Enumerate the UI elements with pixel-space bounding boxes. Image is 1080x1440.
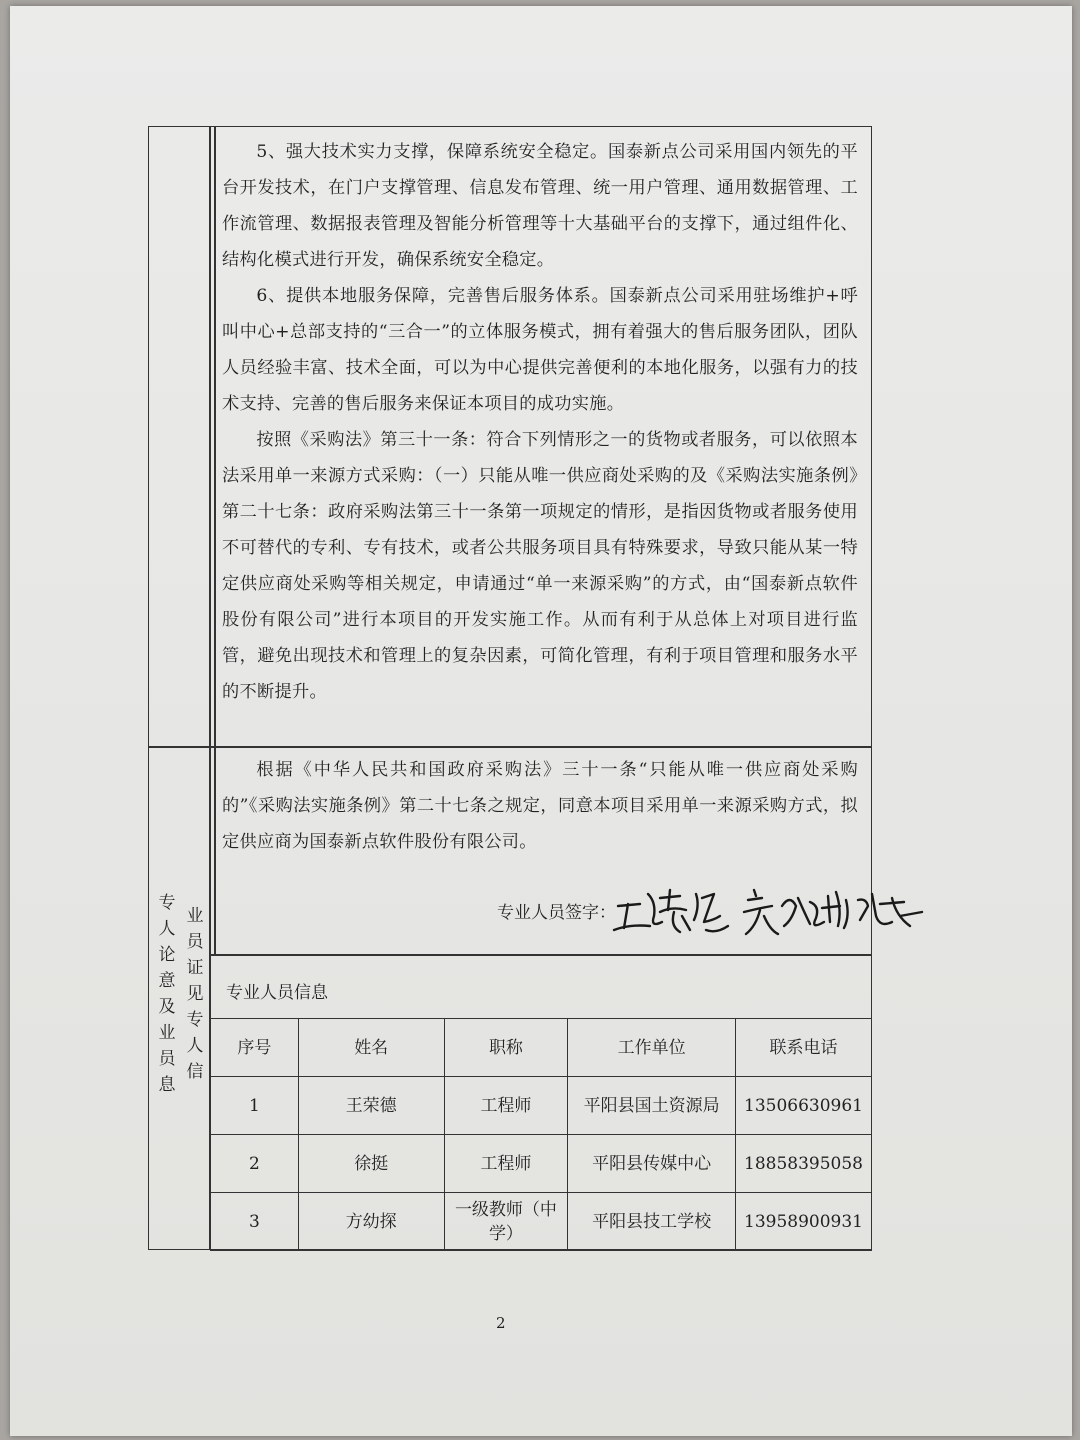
side-label-col1: 专 人 论 意 及 业 员 息 [158,893,176,1095]
staff-info-label: 专业人员信息 [226,983,328,1003]
header-name: 姓名 [298,1019,444,1077]
header-phone: 联系电话 [735,1019,871,1077]
side-label-col2: 业 员 证 见 专 人 信 [186,906,204,1082]
table-row: 3 方幼探 一级教师（中学） 平阳县技工学校 13958900931 [211,1193,872,1251]
opinion-section [222,752,858,860]
signature-label: 专业人员签字： [497,903,616,923]
inner-column-divider [214,126,216,954]
signature-divider [209,954,872,956]
paragraph-5: 5、强大技术实力支撑，保障系统安全稳定。国泰新点公司采用国内领先的平台开发技术，在门户支撑管理、信息发布管理、统一用户管理、通用数据管理、工作流管理、数据报表管理及智能分析管理等十大基础平台的支撑下，通过组件化、结构化模式进行开发，确保系统安全稳定。 [222,142,858,270]
header-title: 职称 [444,1019,568,1077]
section-divider [148,746,872,748]
handwritten-signatures [610,876,930,946]
opinion-paragraph: 根据《中华人民共和国政府采购法》三十一条“只能从唯一供应商处采购的”《采购法实施条例》第二十七条之规定，同意本项目采用单一来源采购方式，拟定供应商为国泰新点软件股份有限公司。 [222,760,858,852]
header-index: 序号 [211,1019,299,1077]
table-row: 1 王荣德 工程师 平阳县国土资源局 13506630961 [211,1077,872,1135]
header-workplace: 工作单位 [568,1019,736,1077]
staff-table [210,1018,872,1251]
side-label [154,890,210,1098]
paragraph-law: 按照《采购法》第三十一条：符合下列情形之一的货物或者服务，可以依照本法采用单一来源方式采购：（一）只能从唯一供应商处采购的及《采购法实施条例》第二十七条：政府采购法第三十一条第一项规定的情形，是指因货物或者服务使用不可替代的专利、专有技术，或者公共服务项目具有特殊要求，导致只能从某一特定供应商处采购等相关规定，申请通过“单一来源采购”的方式，由“国泰新点软件股份有限公司”进行本项目的开发实施工作。从而有利于从总体上对项目进行监管，避免出现技术和管理上的复杂因素，可简化管理，有利于项目管理和服务水平的不断提升。 [222,430,858,702]
paragraph-6: 6、提供本地服务保障，完善售后服务体系。国泰新点公司采用驻场维护+呼叫中心+总部支持的“三合一”的立体服务模式，拥有着强大的售后服务团队，团队人员经验丰富、技术全面，可以为中心提供完善便利的本地化服务，以强有力的技术支持、完善的售后服务来保证本项目的成功实施。 [222,286,858,414]
table-row: 2 徐挺 工程师 平阳县传媒中心 18858395058 [211,1135,872,1193]
reasons-section [222,134,858,710]
page-number: 2 [496,1314,506,1332]
table-header-row [211,1019,872,1077]
